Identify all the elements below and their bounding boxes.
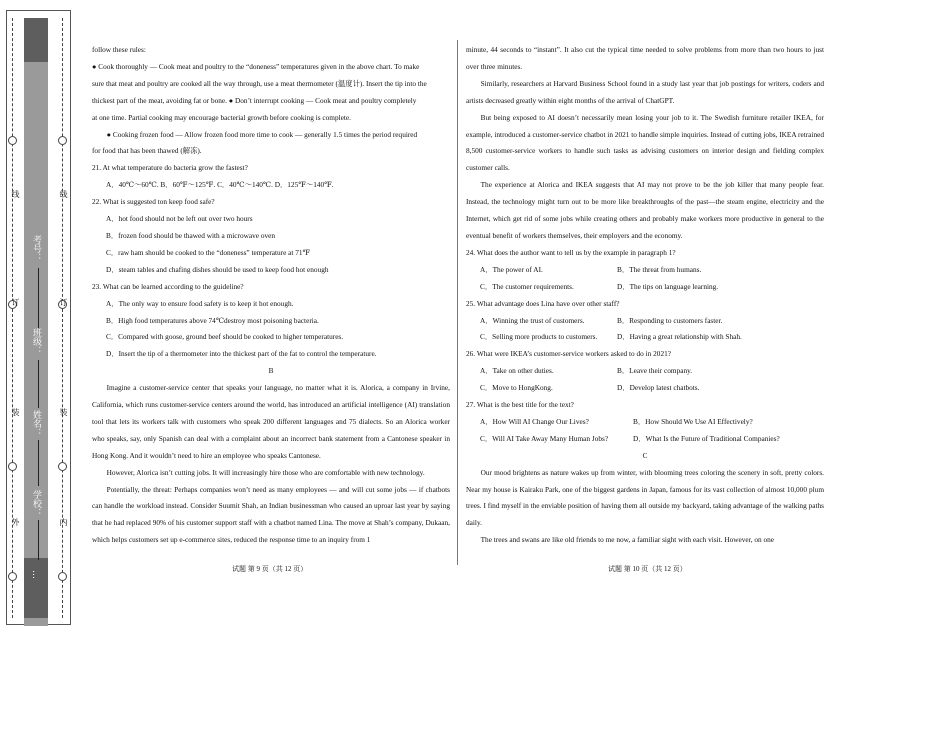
question-25: 25. What advantage does Lina have over other staff? bbox=[466, 298, 620, 308]
inner-dashed-line bbox=[62, 18, 63, 618]
question-24: 24. What does the author want to tell us by the example in paragraph 1? bbox=[466, 247, 676, 257]
text-line: for food that has been thawed (解冻). bbox=[92, 146, 202, 156]
question-23: 23. What can be learned according to the guideline? bbox=[92, 281, 244, 291]
hole-circle bbox=[58, 572, 67, 581]
hole-circle bbox=[58, 462, 67, 471]
option[interactable]: B．frozen food should be thawed with a microwave oven bbox=[106, 230, 275, 240]
school-label: 学校： bbox=[31, 490, 41, 517]
margin-char: 订 bbox=[59, 298, 68, 306]
option-row bbox=[466, 313, 824, 330]
name-label: 姓名： bbox=[31, 410, 41, 437]
exam-number-label: 考号： bbox=[31, 235, 41, 262]
column-divider bbox=[457, 40, 458, 565]
text-line: at one time. Partial cooking may encourage bacterial growth before cooking is complete. bbox=[92, 112, 351, 122]
option[interactable]: C．Will AI Take Away Many Human Jobs? bbox=[480, 433, 609, 443]
question-27: 27. What is the best title for the text? bbox=[466, 400, 574, 410]
school-line[interactable] bbox=[38, 520, 39, 560]
page-footer-10: 试题 第 10 页（共 12 页） bbox=[608, 565, 687, 573]
hole-circle bbox=[8, 462, 17, 471]
question-26: 26. What were IKEA’s customer-service workers asked to do in 2021? bbox=[466, 349, 671, 359]
option[interactable]: D．Having a great relationship with Shah. bbox=[617, 332, 742, 342]
question-21: 21. At what temperature do bacteria grow the fastest? bbox=[92, 163, 248, 173]
option[interactable]: B．Responding to customers faster. bbox=[617, 315, 723, 325]
margin-char: 外 bbox=[11, 518, 20, 526]
option[interactable]: A．Winning the trust of customers. bbox=[480, 315, 585, 325]
hole-circle bbox=[8, 136, 17, 145]
margin-char: 线 bbox=[59, 190, 68, 198]
option-row bbox=[466, 279, 824, 296]
outer-dashed-line bbox=[12, 18, 13, 618]
page-10-column bbox=[466, 42, 824, 549]
option[interactable]: D．The tips on language learning. bbox=[617, 281, 719, 291]
option[interactable]: A．Take on other duties. bbox=[480, 366, 554, 376]
option[interactable]: A．How Will AI Change Our Lives? bbox=[480, 416, 589, 426]
paragraph: The trees and swans are like old friends to me now, a familiar sight with each visit. However, on one bbox=[480, 535, 775, 545]
option[interactable]: A．The power of AI. bbox=[480, 264, 543, 274]
option[interactable]: C．The customer requirements. bbox=[480, 281, 574, 291]
margin-ellipsis: … bbox=[30, 570, 40, 579]
option[interactable]: C．Selling more products to customers. bbox=[480, 332, 598, 342]
text-line: sure that meat and poultry are cooked all the way through, use a meat thermometer (温度计). Insert the tip into the bbox=[92, 78, 427, 88]
paragraph: Imagine a customer-service center that speaks your language, no matter what it is. Alorica, a company in Irvine, California, which runs customer-service centers around the world, has introduced an artificial intelligence (AI) translation tool that lets its workers talk with customers who speak 200 different languages and 75 dialects. So an Alorica worker who speaks, say, only Spanish can deal with a complaint about an incorrect bank statement from a Cantonese speaker in Hong Kong. And it wouldn’t need to hire an employee who speaks Cantonese. bbox=[92, 383, 450, 460]
paragraph: Potentially, the threat: Perhaps companies won’t need as many employees — and will cut some jobs — if chatbots can handle the workload instead. Consider Suumit Shah, an Indian businessman who caused an uproar last year by saying that he had replaced 90% of his customer support staff with a chatbot named Lina. The move at Shah’s company, Dukaan, which helps customers set up e-commerce sites, reduced the response time to an inquiry from 1 bbox=[92, 484, 450, 545]
option[interactable]: D．What Is the Future of Traditional Companies? bbox=[633, 433, 780, 443]
binding-margin bbox=[0, 0, 75, 628]
page-footer-9: 试题 第 9 页（共 12 页） bbox=[232, 565, 308, 573]
option-row bbox=[466, 431, 824, 448]
paragraph: Similarly, researchers at Harvard Business School found in a study last year that job postings for writers, coders and artists decreased greatly within eight months of the arrival of ChatGPT. bbox=[466, 78, 824, 105]
margin-char: 线 bbox=[11, 190, 20, 198]
option[interactable]: D．steam tables and chafing dishes should be used to keep food hot enough bbox=[106, 264, 329, 274]
text-line: thickest part of the meat, avoiding fat or bone. ● Don’t interrupt cooking — Cook meat and poultry completely bbox=[92, 95, 417, 105]
paragraph: Our mood brightens as nature wakes up from winter, with blooming trees coloring the scenery in soft, pretty colors. Near my house is Kairaku Park, one of the biggest gardens in Japan, famous for its vast collection of almost 10,000 plum trees. I find myself in the enviable position of having them all outside my backyard, taking advantage of the walking paths daily. bbox=[466, 467, 824, 528]
page-9-column bbox=[92, 42, 450, 549]
question-22: 22. What is suggested ton keep food safe? bbox=[92, 197, 215, 207]
hole-circle bbox=[58, 136, 67, 145]
name-line[interactable] bbox=[38, 440, 39, 486]
section-heading-b: B bbox=[268, 366, 274, 376]
option[interactable]: B．The threat from humans. bbox=[617, 264, 702, 274]
paragraph: However, Alorica isn’t cutting jobs. It will increasingly hire those who are comfortable with new technology. bbox=[106, 467, 425, 477]
exam-number-line[interactable] bbox=[38, 268, 39, 328]
option[interactable]: B．High food temperatures above 74℃destroy most poisoning bacteria. bbox=[106, 315, 319, 325]
info-bar-bottom bbox=[24, 558, 48, 618]
option-row bbox=[466, 414, 824, 431]
info-bar-top bbox=[24, 18, 48, 62]
option-row bbox=[466, 262, 824, 279]
class-line[interactable] bbox=[38, 360, 39, 408]
option[interactable]: A．hot food should not be left out over two hours bbox=[106, 214, 253, 224]
hole-circle bbox=[8, 572, 17, 581]
option[interactable]: D．Insert the tip of a thermometer into the thickest part of the fat to control the temperature. bbox=[106, 349, 377, 359]
option[interactable]: D．Develop latest chatbots. bbox=[617, 383, 700, 393]
paragraph: The experience at Alorica and IKEA suggests that AI may not prove to be the job killer that many people fear. Instead, the technology might turn out to be more like breakthroughs of the past—the steam engine, electricity and the Internet, which get rid of some jobs while creating others and probably make workers more productive in general to the eventual benefit of workers themselves, their employers and the economy. bbox=[466, 180, 824, 240]
text-line: ● Cook thoroughly — Cook meat and poultry to the “doneness” temperatures given in the above chart. To make bbox=[92, 61, 420, 71]
option[interactable]: C．raw ham should be cooked to the “doneness” temperature at 71℉ bbox=[106, 247, 311, 257]
option[interactable]: B．Leave their company. bbox=[617, 366, 693, 376]
option[interactable]: C．Compared with goose, ground beef should be cooked to higher temperatures. bbox=[106, 332, 344, 342]
option-row bbox=[466, 329, 824, 346]
class-label: 班级： bbox=[31, 328, 41, 355]
paragraph: minute, 44 seconds to “instant”. It also cut the typical time needed to solve problems from more than two hours to just over three minutes. bbox=[466, 45, 824, 71]
section-heading-c: C bbox=[642, 450, 648, 460]
paragraph: But being exposed to AI doesn’t necessarily mean losing your job to it. The Swedish furniture retailer IKEA, for example, introduced a customer-service chatbot in 2021 to handle simple inquiries. Instead of cutting jobs, IKEA retrained 8,500 customer-service workers to handle such tasks as advising customers on interior design and fielding complex customer calls. bbox=[466, 112, 824, 173]
margin-char: 装 bbox=[11, 408, 20, 416]
option[interactable]: B．How Should We Use AI Effectively? bbox=[633, 416, 753, 426]
margin-char: 内 bbox=[59, 518, 68, 526]
margin-char: 订 bbox=[11, 298, 20, 306]
option[interactable]: C．Move to HongKong. bbox=[480, 383, 553, 393]
text-line: ● Cooking frozen food — Allow frozen food more time to cook — generally 1.5 times the period required bbox=[106, 129, 418, 139]
option-row bbox=[466, 380, 824, 397]
margin-char: 装 bbox=[59, 408, 68, 416]
question-21-options[interactable]: A．40℃～60℃. B．60℉～125℉. C．40℃～140℃. D．125℉～140℉. bbox=[106, 180, 334, 190]
text-line: follow these rules: bbox=[92, 45, 146, 54]
option-row bbox=[466, 363, 824, 380]
option[interactable]: A．The only way to ensure food safety is to keep it hot enough. bbox=[106, 298, 294, 308]
student-info-bar bbox=[24, 18, 48, 626]
